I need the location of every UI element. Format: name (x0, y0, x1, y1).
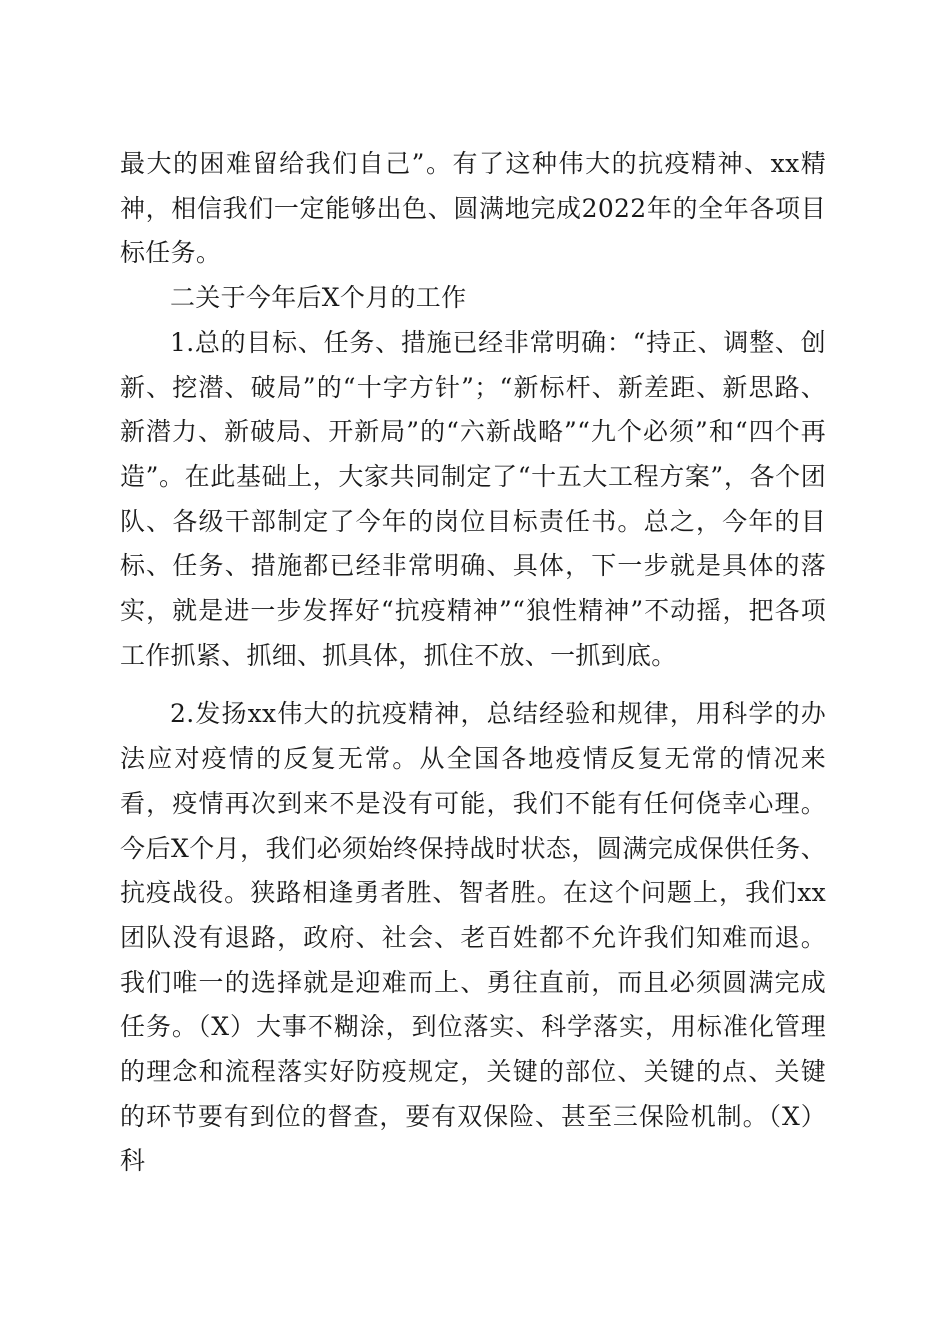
paragraph-continuation: 最大的困难留给我们自己”。有了这种伟大的抗疫精神、xx精神，相信我们一定能够出色、圆满地完成2022年的全年各项目标任务。 (120, 149, 826, 268)
paragraph-point-1: 1.总的目标、任务、措施已经非常明确：“持正、调整、创新、挖潜、破局”的“十字方针”；“新标杆、新差距、新思路、新潜力、新破局、开新局”的“六新战略”“九个必须”和“四个再造”。在此基础上，大家共同制定了“十五大工程方案”，各个团队、各级干部制定了今年的岗位目标责任书。总之，今年的目标、任务、措施都已经非常明确、具体，下一步就是具体的落实，就是进一步发挥好“抗疫精神”“狼性精神”不动摇，把各项工作抓紧、抓细、抓具体，抓住不放、一抓到底。 (120, 327, 826, 670)
paragraph-point-2: 2.发扬xx伟大的抗疫精神，总结经验和规律，用科学的办法应对疫情的反复无常。从全国各地疫情反复无常的情况来看，疫情再次到来不是没有可能，我们不能有任何侥幸心理。今后X个月，我们必须始终保持战时状态，圆满完成保供任务、抗疫战役。狭路相逢勇者胜、智者胜。在这个问题上，我们xx团队没有退路，政府、社会、老百姓都不允许我们知难而退。我们唯一的选择就是迎难而上、勇往直前，而且必须圆满完成任务。（X）大事不糊涂，到位落实、科学落实，用标准化管理的理念和流程落实好防疫规定，关键的部位、关键的点、关键的环节要有到位的督查，要有双保险、甚至三保险机制。（X）科 (120, 699, 826, 1176)
section-heading: 二关于今年后X个月的工作 (170, 283, 467, 313)
document-body (120, 142, 826, 1184)
